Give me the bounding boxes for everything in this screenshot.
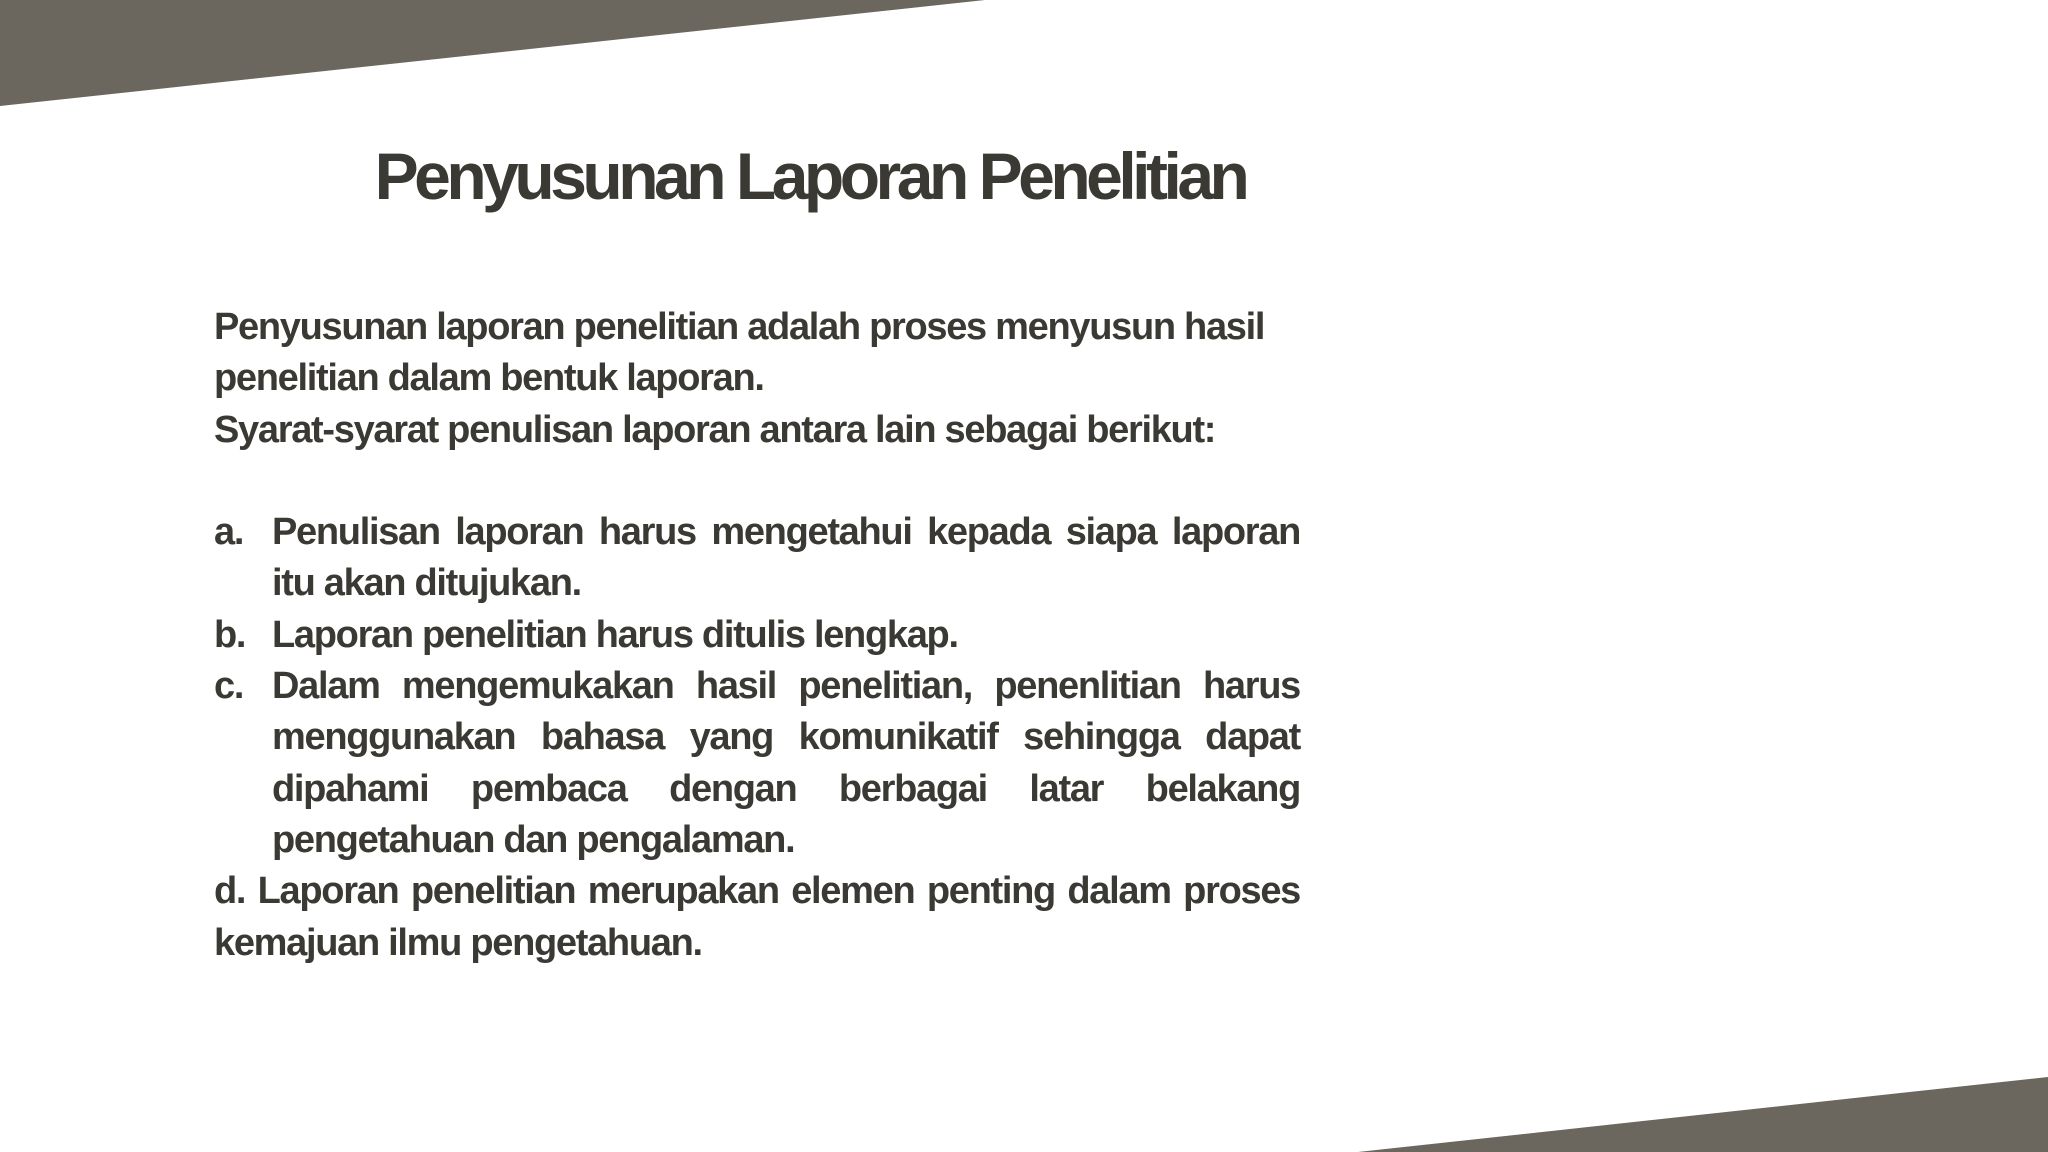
list-text: Dalam mengemukakan hasil penelitian, penenlitian harus menggunakan bahasa yang komunikatif sehingga dapat dipahami pembaca dengan berbagai latar belakang pengetahuan dan pengalaman. [272,665,1300,861]
intro-requirements: Syarat-syarat penulisan laporan antara lain sebagai berikut: [214,408,1216,451]
list-text: Penulisan laporan harus mengetahui kepada siapa laporan itu akan ditujukan. [272,511,1300,605]
slide-body [214,302,1300,969]
slide-title: Penyusunan Laporan Penelitian [374,139,1246,213]
requirements-list [214,507,1300,866]
list-item [214,507,1300,610]
list-item [214,661,1300,866]
top-left-band [0,0,985,106]
list-marker: a. [214,511,244,554]
bottom-right-band [1358,1077,2048,1152]
list-marker: c. [214,665,244,708]
list-marker: b. [214,613,246,656]
list-item-final: d. Laporan penelitian merupakan elemen penting dalam proses kemajuan ilmu pengetahuan. [214,870,1300,964]
list-text: Laporan penelitian harus ditulis lengkap. [272,613,958,656]
intro-paragraph: Penyusunan laporan penelitian adalah proses menyusun hasil penelitian dalam bentuk laporan. [214,306,1265,400]
list-item [214,610,1300,661]
spacer [214,456,1300,507]
